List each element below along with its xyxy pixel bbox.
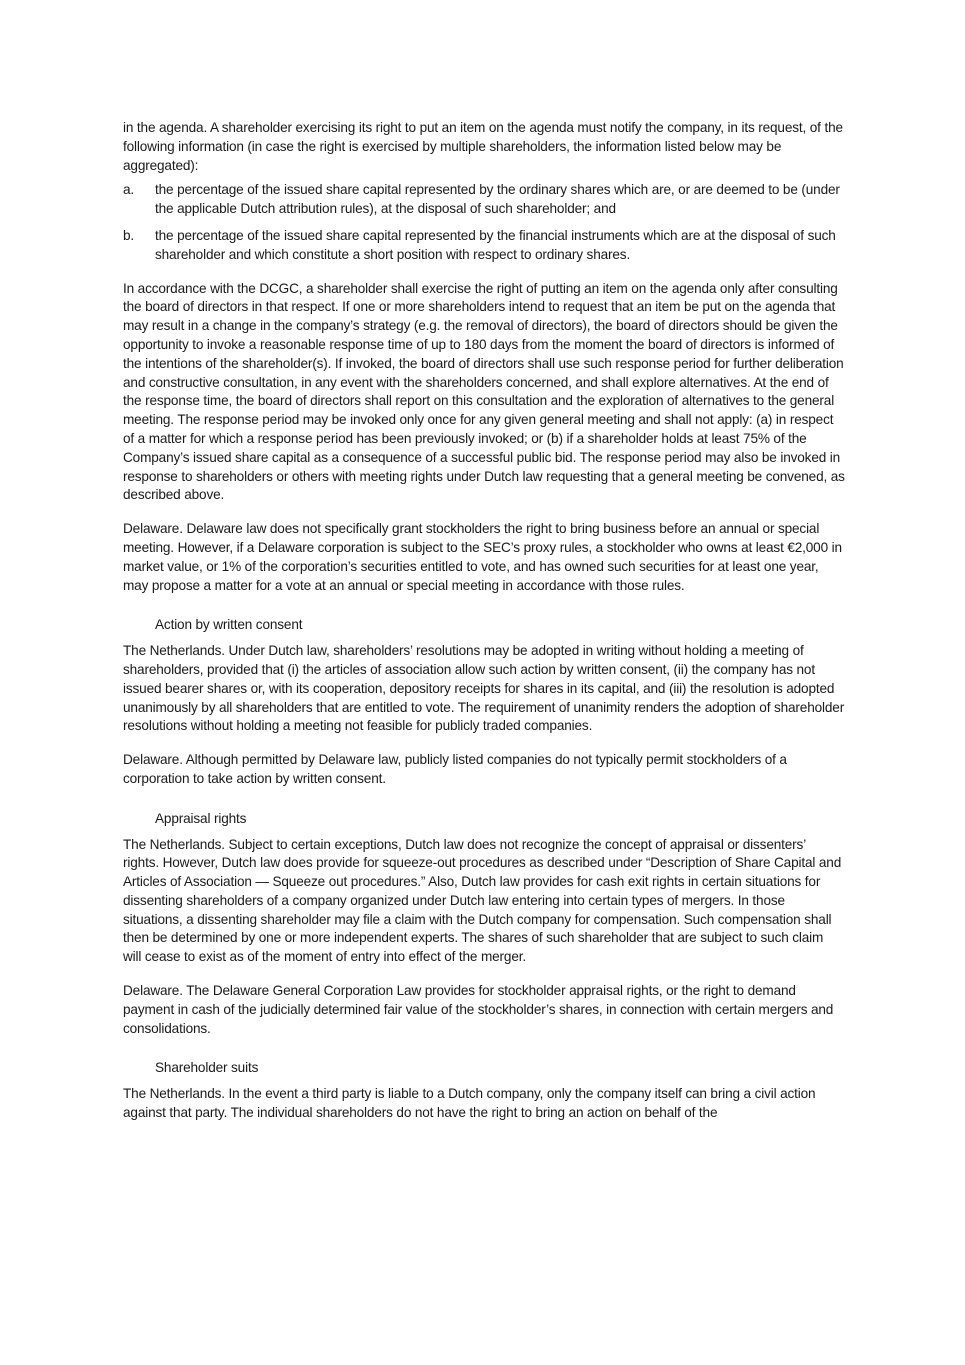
dcgc-paragraph: In accordance with the DCGC, a shareholder shall exercise the right of putting an item on the agenda only after consulting the board of directors in that respect. If one or more shareholders intend to request that an item be put on the agenda that may result in a change in the company’s strategy (e.g. the removal of directors), the board of directors should be given the opportunity to invoke a reasonable response time of up to 180 days from the moment the board of directors is informed of the intentions of the shareholder(s). If invoked, the board of directors shall use such response period for further deliberation and constructive consultation, in any event with the shareholders concerned, and shall explore alternatives. At the end of the response time, the board of directors shall report on this consultation and the exploration of alternatives to the general meeting. The response period may be invoked only once for any given general meeting and shall not apply: (a) in respect of a matter for which a response period has been previously invoked; or (b) if a shareholder holds at least 75% of the Company’s issued share capital as a consequence of a successful public bid. The response period may also be invoked in response to shareholders or others with meeting rights under Dutch law requesting that a general meeting be convened, as described above. — [123, 280, 845, 503]
written-consent-netherlands-paragraph: The Netherlands. Under Dutch law, shareholders’ resolutions may be adopted in writing without holding a meeting of shareholders, provided that (i) the articles of association allow such action by written consent, (ii) the company has not issued bearer shares or, with its cooperation, depository receipts for shares in its capital, and (iii) the resolution is adopted unanimously by all shareholders that are entitled to vote. The requirement of unanimity renders the adoption of shareholder resolutions without holding a meeting not feasible for publicly traded companies. — [123, 643, 845, 734]
section-heading-shareholder-suits: Shareholder suits — [155, 1060, 259, 1076]
delaware-agenda-paragraph: Delaware. Delaware law does not specifically grant stockholders the right to bring business before an annual or special meeting. However, if a Delaware corporation is subject to the SEC’s proxy rules, a stockholder who owns at least €2,000 in market value, or 1% of the corporation’s securities entitled to vote, and has owned such securities for at least one year, may propose a matter for a vote at an annual or special meeting in accordance with those rules. — [123, 521, 842, 593]
section-heading-written-consent: Action by written consent — [155, 617, 303, 633]
list-item — [123, 181, 845, 219]
list-item — [123, 227, 845, 265]
section-heading-appraisal-rights: Appraisal rights — [155, 810, 247, 826]
list-item-text: the percentage of the issued share capital represented by the ordinary shares which are, or are deemed to be (under the applicable Dutch attribution rules), at the disposal of such shareholder; and — [155, 182, 840, 217]
list-marker: b. — [123, 227, 135, 243]
list-item-text: the percentage of the issued share capital represented by the financial instruments which are at the disposal of such shareholder and which constitute a short position with respect to ordinary shares. — [155, 227, 836, 262]
disclosure-list — [123, 181, 845, 264]
list-marker: a. — [123, 182, 135, 198]
agenda-intro-paragraph: in the agenda. A shareholder exercising its right to put an item on the agenda must notify the company, in its request, of the following information (in case the right is exercised by multiple shareholders, the information listed below may be aggregated): — [123, 120, 843, 173]
document-page — [123, 119, 845, 1138]
suits-netherlands-paragraph: The Netherlands. In the event a third party is liable to a Dutch company, only the company itself can bring a civil action against that party. The individual shareholders do not have the right to bring an action on behalf of the — [123, 1086, 816, 1121]
appraisal-netherlands-paragraph: The Netherlands. Subject to certain exceptions, Dutch law does not recognize the concept of appraisal or dissenters’ rights. However, Dutch law does provide for squeeze-out procedures as described under “Description of Share Capital and Articles of Association — Squeeze out procedures.” Also, Dutch law provides for cash exit rights in certain situations for dissenting shareholders of a company organized under Dutch law entering into certain types of mergers. In those situations, a dissenting shareholder may file a claim with the Dutch company for compensation. Such compensation shall then be determined by one or more independent experts. The shares of such shareholder that are subject to such claim will cease to exist as of the moment of entry into effect of the merger. — [123, 836, 842, 965]
written-consent-delaware-paragraph: Delaware. Although permitted by Delaware law, publicly listed companies do not typically permit stockholders of a corporation to take action by written consent. — [123, 752, 787, 786]
appraisal-delaware-paragraph: Delaware. The Delaware General Corporation Law provides for stockholder appraisal rights, or the right to demand payment in cash of the judicially determined fair value of the stockholder’s shares, in connection with certain mergers and consolidations. — [123, 983, 834, 1036]
